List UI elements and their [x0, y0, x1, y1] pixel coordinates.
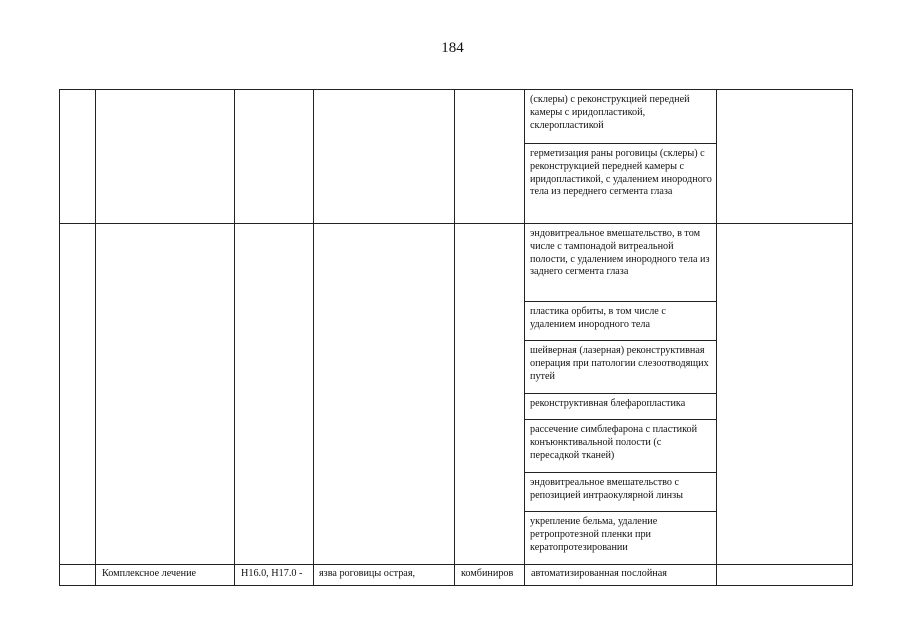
cell-procedure: шейверная (лазерная) реконструктивная операция при патологии слезоотводящих путей: [525, 341, 717, 394]
cell-treatment-type: [96, 224, 235, 565]
medical-care-table: [59, 89, 853, 586]
cell-diagnosis: [314, 90, 455, 224]
table-row: [60, 90, 853, 144]
cell-number: [60, 90, 96, 224]
cell-procedure: (склеры) с реконструкцией передней камеры с иридопластикой, склеропластикой: [525, 90, 717, 144]
cell-procedure: реконструктивная блефаропластика: [525, 394, 717, 420]
cell-diagnosis: [314, 224, 455, 565]
cell-norm: [717, 224, 853, 565]
cell-treatment-type: [96, 90, 235, 224]
cell-procedure: эндовитреальное вмешательство с репозицией интраокулярной линзы: [525, 473, 717, 512]
page-number: 184: [441, 40, 464, 56]
cell-treatment-type: Комплексное лечение: [96, 565, 235, 586]
cell-norm: [717, 90, 853, 224]
cell-number: [60, 565, 96, 586]
table-row: [60, 224, 853, 302]
cell-treatment-kind: комбиниров: [455, 565, 525, 586]
cell-treatment-kind: [455, 90, 525, 224]
cell-procedure: эндовитреальное вмешательство, в том числе с тампонадой витреальной полости, с удалением инородного тела из заднего сегмента глаза: [525, 224, 717, 302]
cell-norm: [717, 565, 853, 586]
cell-icd-code: [235, 224, 314, 565]
cell-procedure: пластика орбиты, в том числе с удалением инородного тела: [525, 302, 717, 341]
cell-procedure: укрепление бельма, удаление ретропротезной пленки при кератопротезировании: [525, 512, 717, 565]
cell-diagnosis: язва роговицы острая,: [314, 565, 455, 586]
cell-procedure: автоматизированная послойная: [525, 565, 717, 586]
table-row: [60, 565, 853, 586]
cell-icd-code: H16.0, H17.0 -: [235, 565, 314, 586]
cell-procedure: рассечение симблефарона с пластикой конъюнктивальной полости (с пересадкой тканей): [525, 420, 717, 473]
cell-treatment-kind: [455, 224, 525, 565]
cell-icd-code: [235, 90, 314, 224]
cell-procedure: герметизация раны роговицы (склеры) с реконструкцией передней камеры с иридопластикой, с удалением инородного тела из переднего сегмента глаза: [525, 144, 717, 224]
cell-number: [60, 224, 96, 565]
